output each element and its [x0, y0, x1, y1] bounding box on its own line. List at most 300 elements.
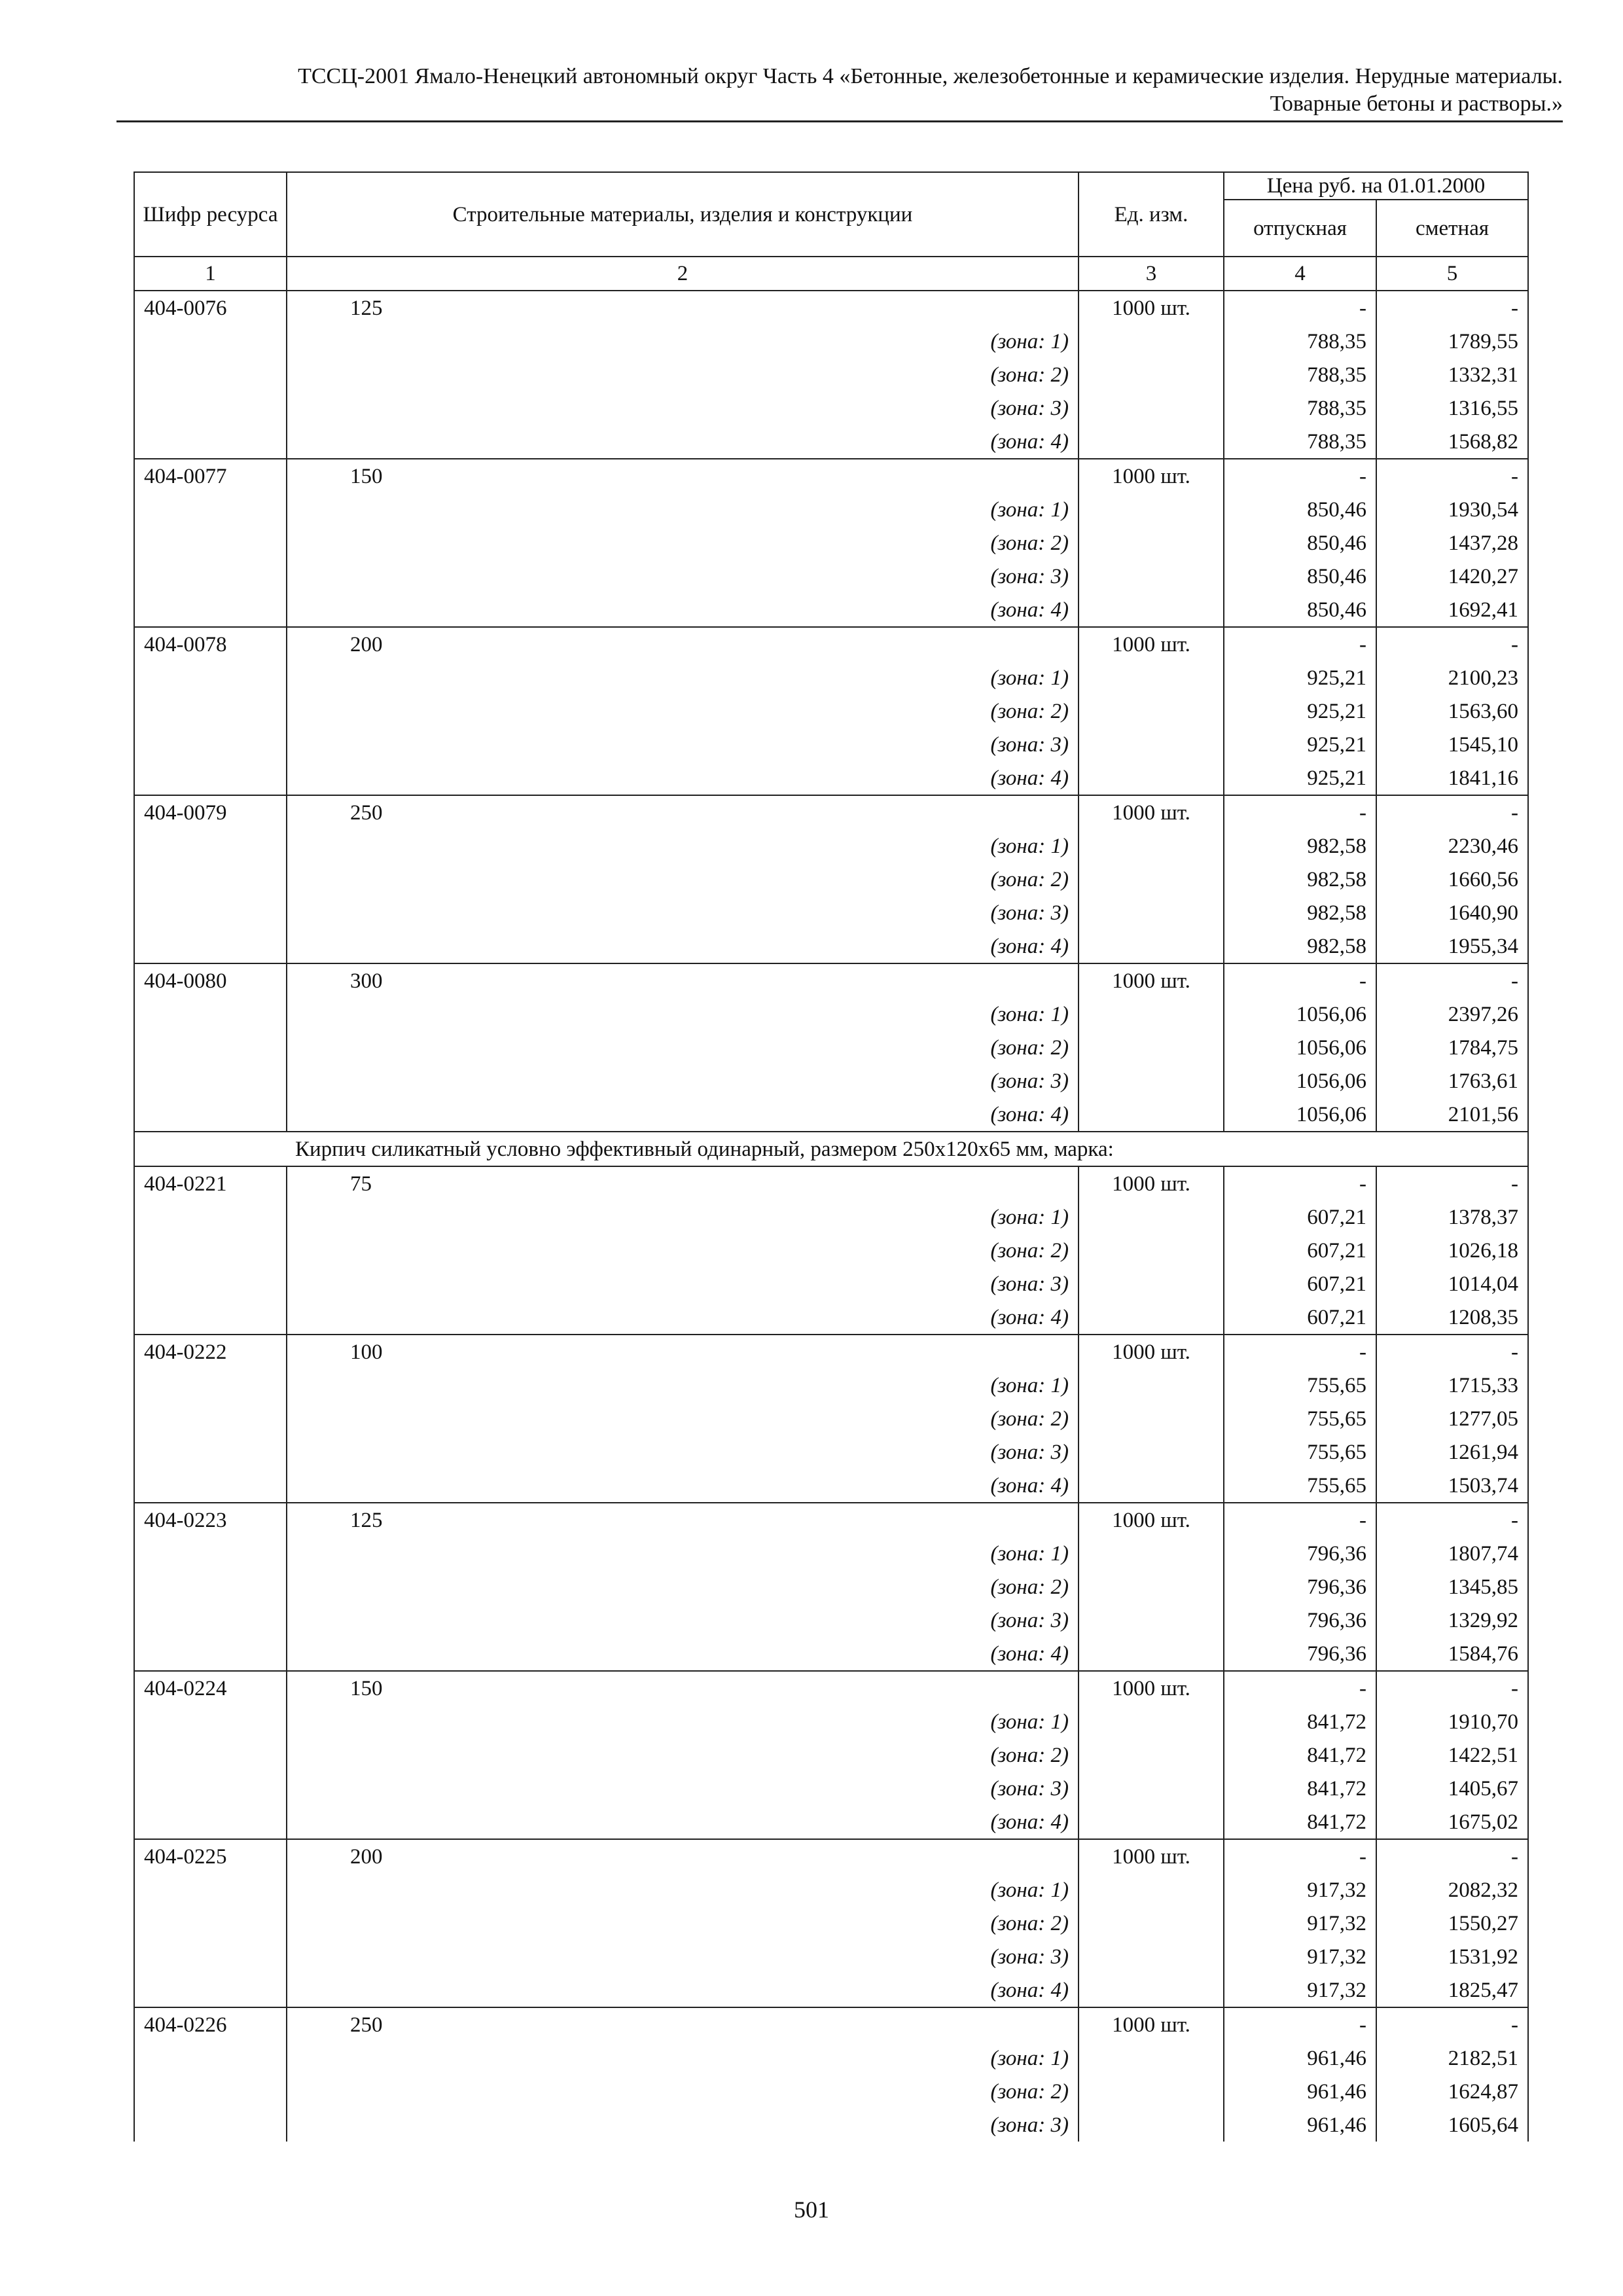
- release-price: 850,46: [1224, 560, 1376, 593]
- unit-of-measure: 1000 шт.: [1079, 795, 1224, 829]
- unit-empty: [1079, 661, 1224, 694]
- zone-label: (зона: 2): [287, 1738, 1079, 1772]
- estimate-price: 2082,32: [1376, 1873, 1528, 1907]
- zone-price-row: [134, 1973, 1528, 2007]
- resource-code-empty: [134, 358, 287, 391]
- release-price: 755,65: [1224, 1402, 1376, 1435]
- estimate-price: 1208,35: [1376, 1300, 1528, 1335]
- zone-label: (зона: 1): [287, 829, 1079, 863]
- zone-label: (зона: 2): [287, 2075, 1079, 2108]
- resource-code-empty: [134, 1570, 287, 1604]
- zone-label: (зона: 4): [287, 929, 1079, 963]
- unit-empty: [1079, 1267, 1224, 1300]
- estimate-price: -: [1376, 291, 1528, 325]
- resource-grade: 125: [287, 291, 1079, 325]
- resource-code-empty: [134, 1064, 287, 1098]
- zone-price-row: [134, 829, 1528, 863]
- release-price: 850,46: [1224, 526, 1376, 560]
- resource-grade: 200: [287, 1839, 1079, 1873]
- estimate-price: 1026,18: [1376, 1234, 1528, 1267]
- unit-empty: [1079, 1973, 1224, 2007]
- estimate-price: 1692,41: [1376, 593, 1528, 627]
- release-price: -: [1224, 795, 1376, 829]
- zone-label: (зона: 2): [287, 1570, 1079, 1604]
- unit-empty: [1079, 1031, 1224, 1064]
- resource-code-empty: [134, 1300, 287, 1335]
- resource-code: 404-0223: [134, 1503, 287, 1537]
- zone-price-row: [134, 560, 1528, 593]
- unit-empty: [1079, 1098, 1224, 1132]
- zone-label: (зона: 2): [287, 526, 1079, 560]
- estimate-price: 1277,05: [1376, 1402, 1528, 1435]
- column-number: 5: [1376, 257, 1528, 291]
- zone-label: (зона: 1): [287, 325, 1079, 358]
- unit-empty: [1079, 1637, 1224, 1671]
- release-price: 841,72: [1224, 1805, 1376, 1839]
- release-price: 925,21: [1224, 728, 1376, 761]
- estimate-price: 1640,90: [1376, 896, 1528, 929]
- zone-price-row: [134, 661, 1528, 694]
- estimate-price: 1563,60: [1376, 694, 1528, 728]
- resource-row: [134, 1335, 1528, 1369]
- estimate-price: 1584,76: [1376, 1637, 1528, 1671]
- zone-price-row: [134, 593, 1528, 627]
- unit-of-measure: 1000 шт.: [1079, 1335, 1224, 1369]
- release-price: 925,21: [1224, 661, 1376, 694]
- estimate-price: 1503,74: [1376, 1469, 1528, 1503]
- unit-empty: [1079, 863, 1224, 896]
- estimate-price: 1789,55: [1376, 325, 1528, 358]
- resource-code-empty: [134, 493, 287, 526]
- zone-price-row: [134, 1805, 1528, 1839]
- column-number: 4: [1224, 257, 1376, 291]
- unit-empty: [1079, 1435, 1224, 1469]
- estimate-price: 1378,37: [1376, 1200, 1528, 1234]
- release-price: 841,72: [1224, 1772, 1376, 1805]
- resource-code-empty: [134, 1805, 287, 1839]
- unit-empty: [1079, 391, 1224, 425]
- unit-of-measure: 1000 шт.: [1079, 2007, 1224, 2041]
- release-price: 607,21: [1224, 1300, 1376, 1335]
- column-header-release-price: отпускная: [1224, 200, 1376, 257]
- zone-price-row: [134, 1031, 1528, 1064]
- unit-of-measure: 1000 шт.: [1079, 627, 1224, 661]
- zone-price-row: [134, 997, 1528, 1031]
- zone-price-row: [134, 2075, 1528, 2108]
- release-price: 607,21: [1224, 1234, 1376, 1267]
- page-number: 501: [794, 2197, 829, 2223]
- resource-code-empty: [134, 1907, 287, 1940]
- resource-code-empty: [134, 1031, 287, 1064]
- zone-label: (зона: 2): [287, 1907, 1079, 1940]
- estimate-price: -: [1376, 1671, 1528, 1705]
- zone-label: (зона: 3): [287, 391, 1079, 425]
- release-price: 607,21: [1224, 1200, 1376, 1234]
- release-price: 796,36: [1224, 1604, 1376, 1637]
- unit-empty: [1079, 1537, 1224, 1570]
- unit-empty: [1079, 1064, 1224, 1098]
- unit-of-measure: 1000 шт.: [1079, 291, 1224, 325]
- resource-code-empty: [134, 1738, 287, 1772]
- zone-price-row: [134, 1064, 1528, 1098]
- zone-price-row: [134, 1738, 1528, 1772]
- zone-price-row: [134, 1267, 1528, 1300]
- estimate-price: 1316,55: [1376, 391, 1528, 425]
- zone-label: (зона: 2): [287, 1402, 1079, 1435]
- unit-empty: [1079, 1570, 1224, 1604]
- zone-label: (зона: 1): [287, 1705, 1079, 1738]
- column-header-unit: Ед. изм.: [1079, 172, 1224, 257]
- zone-label: (зона: 1): [287, 2041, 1079, 2075]
- zone-label: (зона: 1): [287, 997, 1079, 1031]
- resource-grade: 250: [287, 2007, 1079, 2041]
- release-price: 850,46: [1224, 493, 1376, 526]
- release-price: 961,46: [1224, 2108, 1376, 2142]
- unit-empty: [1079, 694, 1224, 728]
- zone-label: (зона: 4): [287, 1973, 1079, 2007]
- unit-empty: [1079, 1604, 1224, 1637]
- column-number: 3: [1079, 257, 1224, 291]
- release-price: 982,58: [1224, 863, 1376, 896]
- unit-empty: [1079, 1402, 1224, 1435]
- zone-price-row: [134, 1907, 1528, 1940]
- zone-label: (зона: 3): [287, 1604, 1079, 1637]
- zone-price-row: [134, 391, 1528, 425]
- unit-empty: [1079, 1738, 1224, 1772]
- release-price: 796,36: [1224, 1570, 1376, 1604]
- resource-code-empty: [134, 1200, 287, 1234]
- resource-code-empty: [134, 1469, 287, 1503]
- column-header-name: Строительные материалы, изделия и конструкции: [287, 172, 1079, 257]
- estimate-price: 1422,51: [1376, 1738, 1528, 1772]
- resource-code-empty: [134, 1369, 287, 1402]
- estimate-price: 1675,02: [1376, 1805, 1528, 1839]
- unit-empty: [1079, 1705, 1224, 1738]
- zone-price-row: [134, 896, 1528, 929]
- unit-empty: [1079, 929, 1224, 963]
- resource-row: [134, 2007, 1528, 2041]
- estimate-price: 1437,28: [1376, 526, 1528, 560]
- release-price: -: [1224, 1671, 1376, 1705]
- release-price: 925,21: [1224, 761, 1376, 795]
- zone-label: (зона: 4): [287, 1469, 1079, 1503]
- resource-code-empty: [134, 1973, 287, 2007]
- resource-code-empty: [134, 526, 287, 560]
- estimate-price: 1014,04: [1376, 1267, 1528, 1300]
- estimate-price: 1660,56: [1376, 863, 1528, 896]
- unit-empty: [1079, 1300, 1224, 1335]
- zone-label: (зона: 2): [287, 694, 1079, 728]
- resource-code-empty: [134, 761, 287, 795]
- resource-code-empty: [134, 997, 287, 1031]
- resource-row: [134, 1166, 1528, 1200]
- resource-code-empty: [134, 1234, 287, 1267]
- estimate-price: 2100,23: [1376, 661, 1528, 694]
- zone-label: (зона: 3): [287, 1435, 1079, 1469]
- unit-empty: [1079, 761, 1224, 795]
- unit-empty: [1079, 1369, 1224, 1402]
- release-price: -: [1224, 1335, 1376, 1369]
- column-header-code: Шифр ресурса: [134, 172, 287, 257]
- resource-code-empty: [134, 425, 287, 459]
- zone-price-row: [134, 1300, 1528, 1335]
- resource-row: [134, 1671, 1528, 1705]
- estimate-price: 1405,67: [1376, 1772, 1528, 1805]
- zone-price-row: [134, 493, 1528, 526]
- unit-empty: [1079, 1805, 1224, 1839]
- unit-of-measure: 1000 шт.: [1079, 1503, 1224, 1537]
- release-price: 1056,06: [1224, 1031, 1376, 1064]
- zone-price-row: [134, 2108, 1528, 2142]
- release-price: 796,36: [1224, 1637, 1376, 1671]
- release-price: 788,35: [1224, 358, 1376, 391]
- unit-empty: [1079, 325, 1224, 358]
- zone-price-row: [134, 929, 1528, 963]
- resource-code-empty: [134, 661, 287, 694]
- zone-price-row: [134, 694, 1528, 728]
- resource-grade: 125: [287, 1503, 1079, 1537]
- header-line-2: Товарные бетоны и растворы.»: [1270, 92, 1563, 116]
- estimate-price: 1420,27: [1376, 560, 1528, 593]
- unit-empty: [1079, 1940, 1224, 1973]
- unit-empty: [1079, 728, 1224, 761]
- resource-code: 404-0225: [134, 1839, 287, 1873]
- release-price: -: [1224, 1166, 1376, 1200]
- release-price: 925,21: [1224, 694, 1376, 728]
- zone-price-row: [134, 1537, 1528, 1570]
- unit-empty: [1079, 896, 1224, 929]
- column-number: 2: [287, 257, 1079, 291]
- release-price: -: [1224, 963, 1376, 997]
- unit-empty: [1079, 1200, 1224, 1234]
- estimate-price: -: [1376, 627, 1528, 661]
- release-price: 917,32: [1224, 1873, 1376, 1907]
- zone-price-row: [134, 1637, 1528, 1671]
- zone-label: (зона: 4): [287, 425, 1079, 459]
- resource-code-empty: [134, 2108, 287, 2142]
- resource-code-empty: [134, 1537, 287, 1570]
- unit-empty: [1079, 829, 1224, 863]
- estimate-price: 2230,46: [1376, 829, 1528, 863]
- column-header-price-group: Цена руб. на 01.01.2000: [1224, 172, 1528, 200]
- estimate-price: -: [1376, 1335, 1528, 1369]
- zone-price-row: [134, 1098, 1528, 1132]
- resource-code-empty: [134, 1940, 287, 1973]
- zone-label: (зона: 2): [287, 863, 1079, 896]
- estimate-price: -: [1376, 1839, 1528, 1873]
- resource-row: [134, 795, 1528, 829]
- resource-code-empty: [134, 728, 287, 761]
- release-price: 788,35: [1224, 425, 1376, 459]
- zone-label: (зона: 2): [287, 358, 1079, 391]
- unit-empty: [1079, 2108, 1224, 2142]
- resource-grade: 75: [287, 1166, 1079, 1200]
- zone-label: (зона: 4): [287, 1805, 1079, 1839]
- resource-code: 404-0080: [134, 963, 287, 997]
- estimate-price: 1545,10: [1376, 728, 1528, 761]
- release-price: 1056,06: [1224, 997, 1376, 1031]
- header-line-1: ТССЦ-2001 Ямало-Ненецкий автономный округ Часть 4 «Бетонные, железобетонные и керамические изделия. Нерудные материалы.: [298, 64, 1563, 88]
- unit-empty: [1079, 2041, 1224, 2075]
- estimate-price: 2397,26: [1376, 997, 1528, 1031]
- resource-code-empty: [134, 929, 287, 963]
- resource-code-empty: [134, 829, 287, 863]
- release-price: 982,58: [1224, 929, 1376, 963]
- estimate-price: 1715,33: [1376, 1369, 1528, 1402]
- resource-grade: 100: [287, 1335, 1079, 1369]
- zone-price-row: [134, 1402, 1528, 1435]
- estimate-price: 1624,87: [1376, 2075, 1528, 2108]
- release-price: 841,72: [1224, 1705, 1376, 1738]
- release-price: 961,46: [1224, 2075, 1376, 2108]
- estimate-price: 1910,70: [1376, 1705, 1528, 1738]
- unit-empty: [1079, 1469, 1224, 1503]
- estimate-price: 1930,54: [1376, 493, 1528, 526]
- zone-price-row: [134, 728, 1528, 761]
- table-body: [134, 291, 1528, 2142]
- unit-empty: [1079, 493, 1224, 526]
- unit-of-measure: 1000 шт.: [1079, 1839, 1224, 1873]
- zone-price-row: [134, 2041, 1528, 2075]
- resource-row: [134, 1503, 1528, 1537]
- resource-code-empty: [134, 1604, 287, 1637]
- estimate-price: 1955,34: [1376, 929, 1528, 963]
- release-price: 917,32: [1224, 1940, 1376, 1973]
- estimate-price: 1531,92: [1376, 1940, 1528, 1973]
- release-price: 607,21: [1224, 1267, 1376, 1300]
- unit-of-measure: 1000 шт.: [1079, 1166, 1224, 1200]
- release-price: 755,65: [1224, 1469, 1376, 1503]
- unit-empty: [1079, 1907, 1224, 1940]
- zone-price-row: [134, 1705, 1528, 1738]
- estimate-price: 2182,51: [1376, 2041, 1528, 2075]
- unit-empty: [1079, 593, 1224, 627]
- release-price: -: [1224, 1839, 1376, 1873]
- zone-label: (зона: 3): [287, 1064, 1079, 1098]
- unit-empty: [1079, 358, 1224, 391]
- resource-code-empty: [134, 1402, 287, 1435]
- zone-price-row: [134, 1200, 1528, 1234]
- section-heading: Кирпич силикатный условно эффективный одинарный, размером 250х120х65 мм, марка:: [134, 1132, 1528, 1166]
- resource-code-empty: [134, 1637, 287, 1671]
- resource-row: [134, 291, 1528, 325]
- zone-label: (зона: 1): [287, 1200, 1079, 1234]
- resource-code: 404-0224: [134, 1671, 287, 1705]
- resource-code: 404-0079: [134, 795, 287, 829]
- zone-label: (зона: 1): [287, 661, 1079, 694]
- release-price: 1056,06: [1224, 1098, 1376, 1132]
- release-price: -: [1224, 627, 1376, 661]
- zone-label: (зона: 3): [287, 2108, 1079, 2142]
- zone-price-row: [134, 425, 1528, 459]
- estimate-price: -: [1376, 459, 1528, 493]
- release-price: 917,32: [1224, 1973, 1376, 2007]
- resource-grade: 150: [287, 459, 1079, 493]
- zone-label: (зона: 1): [287, 1873, 1079, 1907]
- header-divider: [116, 120, 1563, 122]
- resource-code-empty: [134, 1873, 287, 1907]
- release-price: 755,65: [1224, 1435, 1376, 1469]
- resource-code-empty: [134, 2075, 287, 2108]
- release-price: 1056,06: [1224, 1064, 1376, 1098]
- release-price: -: [1224, 291, 1376, 325]
- unit-empty: [1079, 1873, 1224, 1907]
- resource-code-empty: [134, 1098, 287, 1132]
- resource-row: [134, 459, 1528, 493]
- release-price: 982,58: [1224, 829, 1376, 863]
- estimate-price: 2101,56: [1376, 1098, 1528, 1132]
- zone-price-row: [134, 1469, 1528, 1503]
- section-heading-row: [134, 1132, 1528, 1166]
- resource-code: 404-0221: [134, 1166, 287, 1200]
- zone-label: (зона: 1): [287, 1369, 1079, 1402]
- estimate-price: -: [1376, 795, 1528, 829]
- zone-price-row: [134, 1369, 1528, 1402]
- estimate-price: 1329,92: [1376, 1604, 1528, 1637]
- resource-code: 404-0076: [134, 291, 287, 325]
- zone-label: (зона: 2): [287, 1031, 1079, 1064]
- estimate-price: 1763,61: [1376, 1064, 1528, 1098]
- estimate-price: 1841,16: [1376, 761, 1528, 795]
- release-price: 788,35: [1224, 325, 1376, 358]
- zone-label: (зона: 1): [287, 493, 1079, 526]
- unit-of-measure: 1000 шт.: [1079, 459, 1224, 493]
- release-price: 796,36: [1224, 1537, 1376, 1570]
- release-price: -: [1224, 2007, 1376, 2041]
- resource-code: 404-0078: [134, 627, 287, 661]
- estimate-price: -: [1376, 1166, 1528, 1200]
- zone-label: (зона: 4): [287, 761, 1079, 795]
- release-price: 850,46: [1224, 593, 1376, 627]
- resource-code-empty: [134, 2041, 287, 2075]
- zone-label: (зона: 4): [287, 1300, 1079, 1335]
- zone-label: (зона: 3): [287, 728, 1079, 761]
- zone-label: (зона: 4): [287, 1098, 1079, 1132]
- release-price: 755,65: [1224, 1369, 1376, 1402]
- resource-code-empty: [134, 325, 287, 358]
- table-header: [134, 172, 1528, 291]
- estimate-price: 1784,75: [1376, 1031, 1528, 1064]
- zone-price-row: [134, 761, 1528, 795]
- zone-label: (зона: 4): [287, 1637, 1079, 1671]
- resource-code-empty: [134, 1267, 287, 1300]
- resource-row: [134, 627, 1528, 661]
- release-price: 788,35: [1224, 391, 1376, 425]
- unit-of-measure: 1000 шт.: [1079, 1671, 1224, 1705]
- estimate-price: -: [1376, 2007, 1528, 2041]
- zone-label: (зона: 3): [287, 1940, 1079, 1973]
- zone-price-row: [134, 1772, 1528, 1805]
- estimate-price: -: [1376, 1503, 1528, 1537]
- column-number: 1: [134, 257, 287, 291]
- estimate-price: 1825,47: [1376, 1973, 1528, 2007]
- zone-price-row: [134, 1234, 1528, 1267]
- resource-code: 404-0222: [134, 1335, 287, 1369]
- zone-label: (зона: 1): [287, 1537, 1079, 1570]
- unit-of-measure: 1000 шт.: [1079, 963, 1224, 997]
- zone-price-row: [134, 358, 1528, 391]
- estimate-price: 1550,27: [1376, 1907, 1528, 1940]
- resource-grade: 200: [287, 627, 1079, 661]
- estimate-price: 1807,74: [1376, 1537, 1528, 1570]
- unit-empty: [1079, 1772, 1224, 1805]
- unit-empty: [1079, 425, 1224, 459]
- unit-empty: [1079, 560, 1224, 593]
- resource-grade: 250: [287, 795, 1079, 829]
- resource-code-empty: [134, 560, 287, 593]
- resource-code-empty: [134, 863, 287, 896]
- resource-code-empty: [134, 694, 287, 728]
